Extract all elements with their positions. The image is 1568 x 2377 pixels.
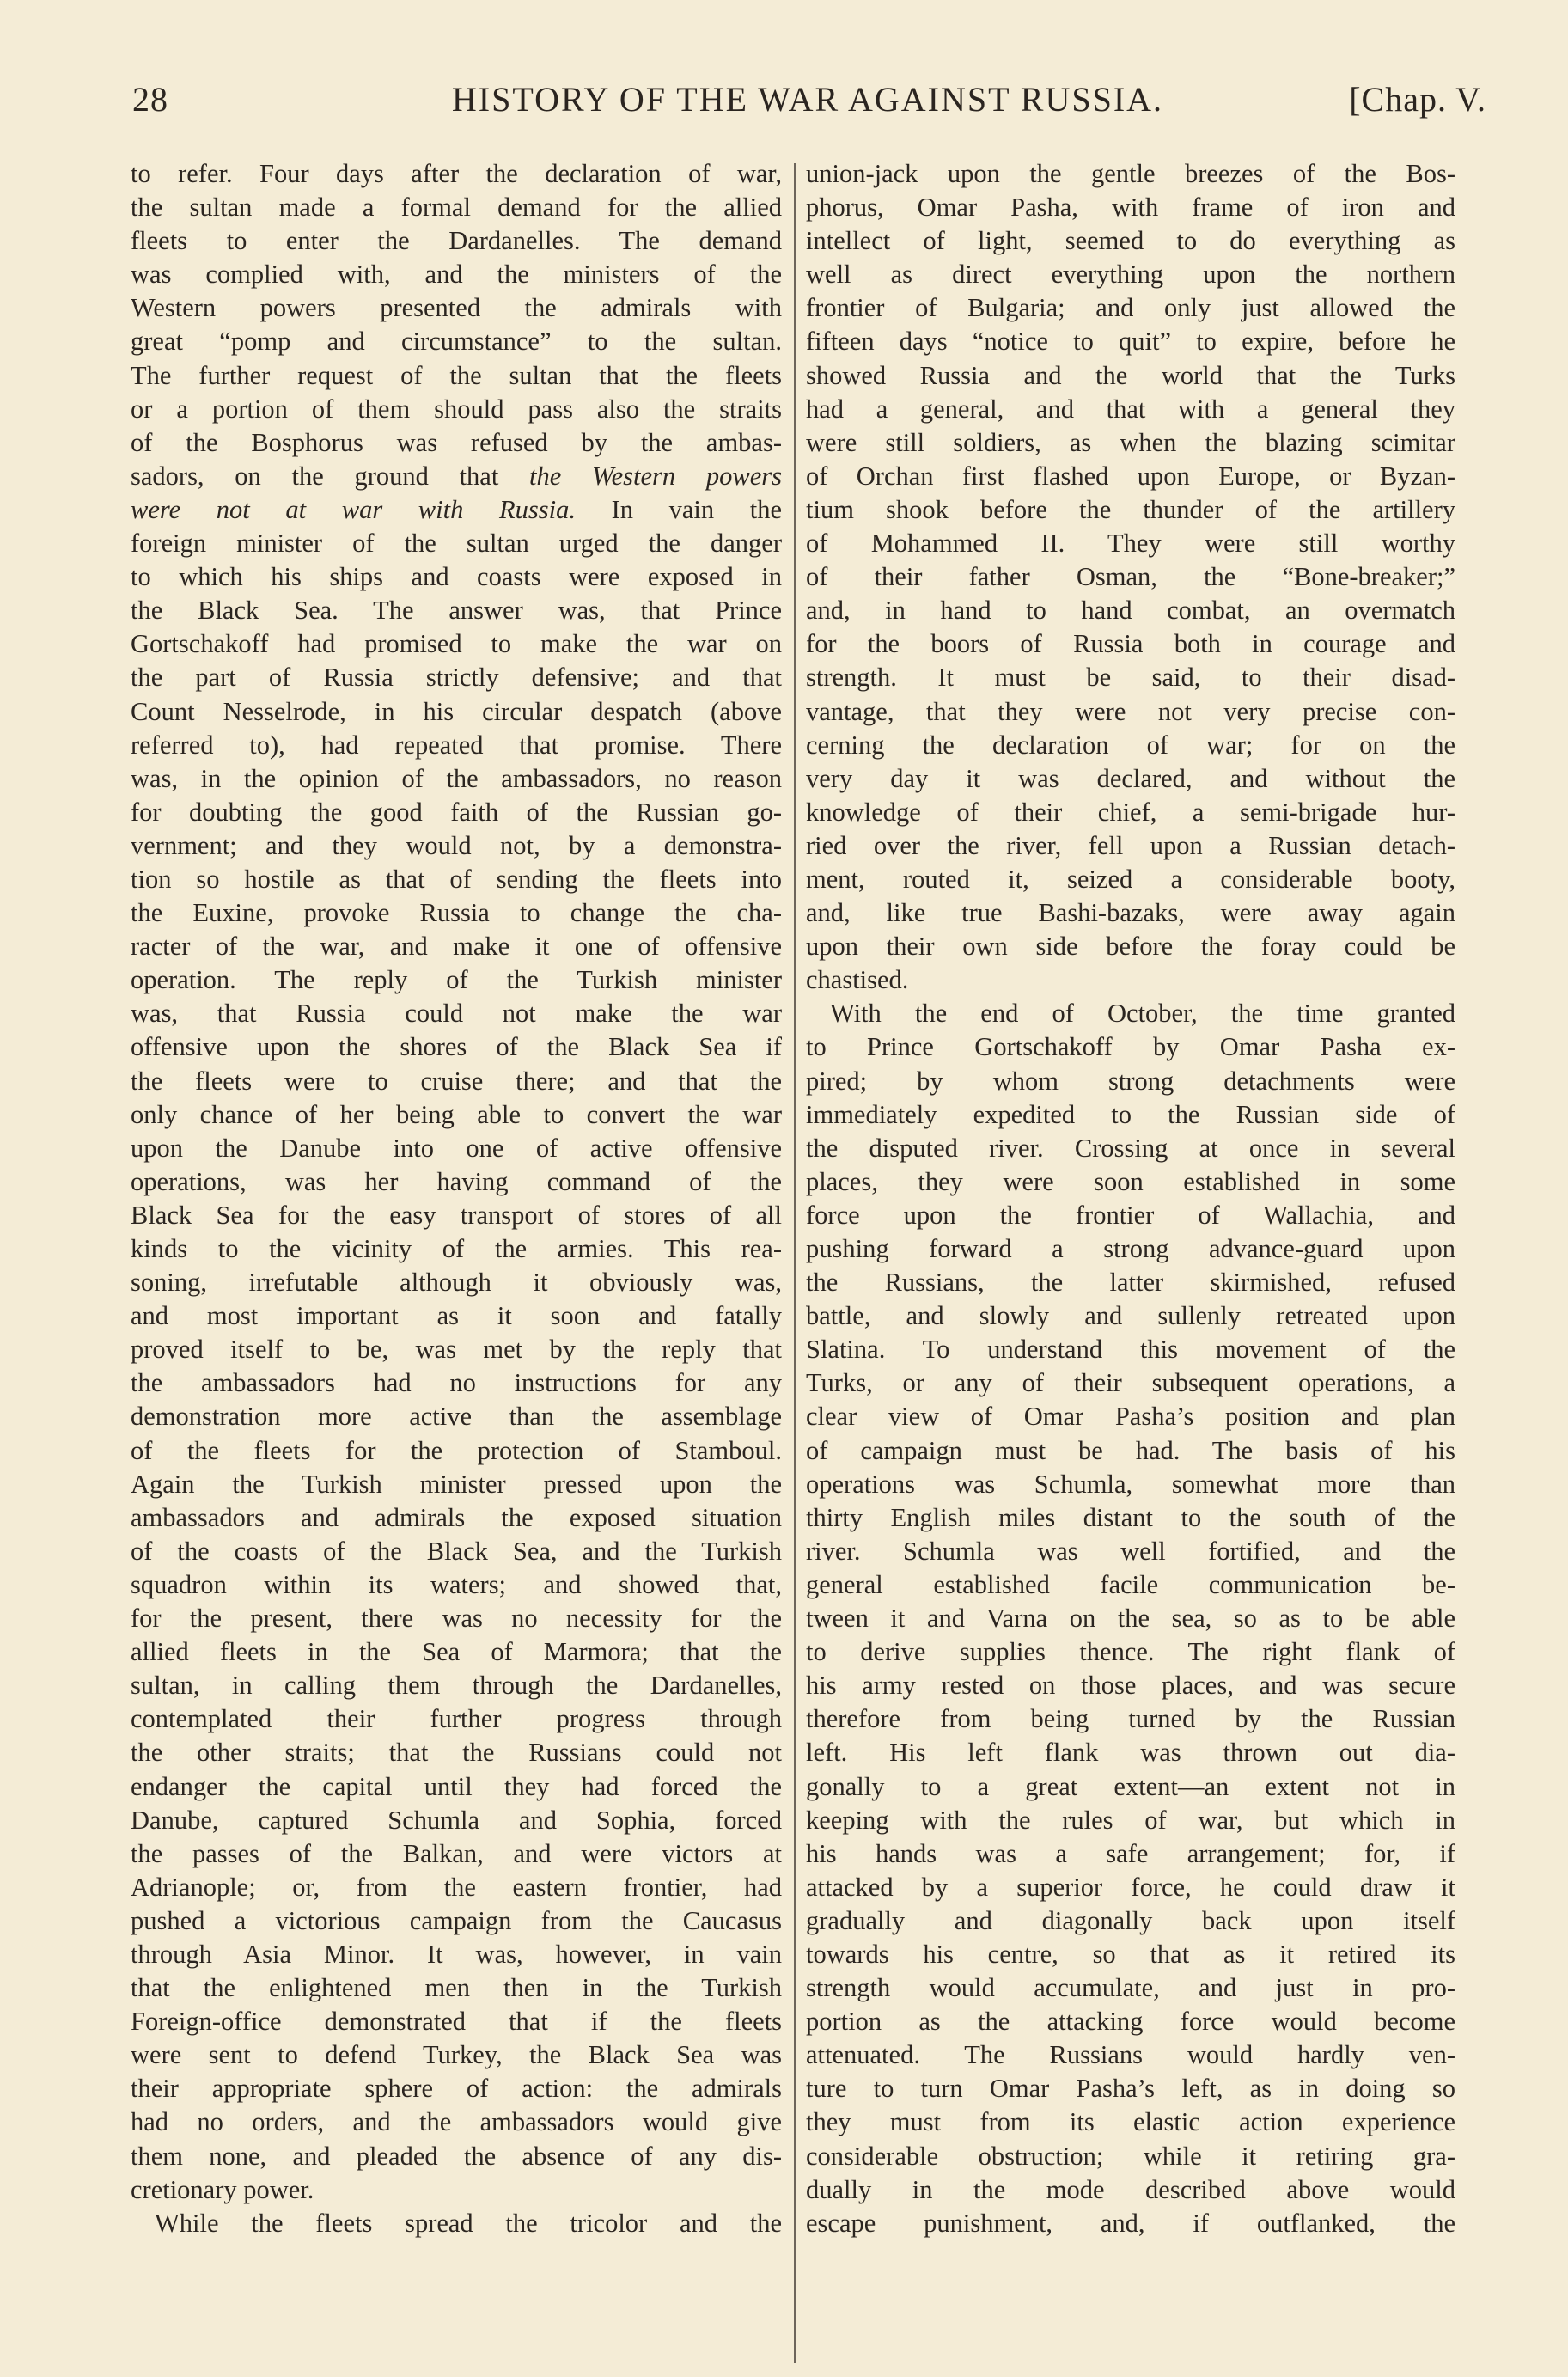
text-line: Count Nesselrode, in his circular despatch (above	[131, 696, 782, 726]
text-line: endanger the capital until they had forced the	[131, 1771, 782, 1801]
text-line: ment, routed it, seized a considerable booty,	[806, 864, 1455, 894]
text-line: operation. The reply of the Turkish minister	[131, 965, 782, 995]
text-line: showed Russia and the world that the Turks	[806, 360, 1455, 390]
text-line: Slatina. To understand this movement of the	[806, 1335, 1455, 1365]
text-line: portion as the attacking force would become	[806, 2007, 1455, 2037]
text-line: river. Schumla was well fortified, and the	[806, 1536, 1455, 1566]
text-line: the part of Russia strictly defensive; and that	[131, 663, 782, 693]
text-line: pired; by whom strong detachments were	[806, 1066, 1455, 1096]
text-line: thirty English miles distant to the south of the	[806, 1502, 1455, 1532]
text-line: great “pomp and circumstance” to the sultan.	[131, 327, 782, 357]
text-line: keeping with the rules of war, but which in	[806, 1805, 1455, 1835]
text-line: ried over the river, fell upon a Russian detach-	[806, 830, 1455, 860]
text-line: and most important as it soon and fatally	[131, 1301, 782, 1331]
running-header	[129, 79, 1486, 131]
text-line: escape punishment, and, if outflanked, the	[806, 2208, 1455, 2238]
text-line: of their father Osman, the “Bone-breaker;”	[806, 562, 1455, 592]
text-line: or a portion of them should pass also the straits	[131, 394, 782, 424]
text-line: With the end of October, the time granted	[830, 999, 1455, 1029]
text-line: of the Bosphorus was refused by the ambas-	[131, 427, 782, 457]
text-line: of Mohammed II. They were still worthy	[806, 529, 1455, 559]
text-line: knowledge of their chief, a semi-brigade hur-	[806, 797, 1455, 827]
text-line: tium shook before the thunder of the artillery	[806, 494, 1455, 524]
text-line: Turks, or any of their subsequent operations, a	[806, 1368, 1455, 1398]
chapter-label: [Chap. V.	[1349, 80, 1486, 119]
text-line: had a general, and that with a general they	[806, 394, 1455, 424]
italic-run: were not at war with Russia.	[131, 494, 576, 524]
text-line: to which his ships and coasts were exposed in	[131, 562, 782, 592]
text-line: left. His left flank was thrown out dia-	[806, 1738, 1455, 1768]
text-line: the passes of the Balkan, and were victors at	[131, 1838, 782, 1868]
text-line: Again the Turkish minister pressed upon the	[131, 1469, 782, 1499]
text-line: fleets to enter the Dardanelles. The demand	[131, 226, 782, 256]
text-line: of the fleets for the protection of Stamboul.	[131, 1435, 782, 1465]
text-line: proved itself to be, was met by the reply that	[131, 1335, 782, 1365]
page-number: 28	[132, 80, 168, 119]
text-line-with-italic	[131, 460, 782, 493]
text-line: cerning the declaration of war; for on the	[806, 730, 1455, 760]
text-line: only chance of her being able to convert the war	[131, 1099, 782, 1129]
text-line: them none, and pleaded the absence of any dis-	[131, 2141, 782, 2171]
text-line: vantage, that they were not very precise con-	[806, 696, 1455, 726]
text-line: ambassadors and admirals the exposed situation	[131, 1502, 782, 1532]
text-line: Adrianople; or, from the eastern frontier, had	[131, 1872, 782, 1902]
text-line: battle, and slowly and sullenly retreated upon	[806, 1301, 1455, 1331]
text-line: to Prince Gortschakoff by Omar Pasha ex-	[806, 1032, 1455, 1062]
text-line: was, that Russia could not make the war	[131, 999, 782, 1029]
text-line: attenuated. The Russians would hardly ven-	[806, 2040, 1455, 2070]
text-line: Western powers presented the admirals with	[131, 293, 782, 323]
text-line: the disputed river. Crossing at once in several	[806, 1133, 1455, 1163]
text-line: union-jack upon the gentle breezes of the Bos-	[806, 159, 1455, 188]
text-line: attacked by a superior force, he could draw it	[806, 1872, 1455, 1902]
text-line: well as direct everything upon the northern	[806, 260, 1455, 290]
text-line: strength. It must be said, to their disad-	[806, 663, 1455, 693]
text-run: In vain the	[575, 494, 782, 524]
text-line: operations was Schumla, somewhat more than	[806, 1469, 1455, 1499]
text-line: upon their own side before the foray could be	[806, 932, 1455, 962]
text-line: was complied with, and the ministers of the	[131, 260, 782, 290]
text-line: general established facile communication be-	[806, 1569, 1455, 1599]
text-line: Danube, captured Schumla and Sophia, forced	[131, 1805, 782, 1835]
text-line: very day it was declared, and without the	[806, 763, 1455, 793]
text-line: of Orchan first flashed upon Europe, or Byzan-	[806, 461, 1455, 491]
text-line: for the boors of Russia both in courage and	[806, 629, 1455, 659]
text-line: soning, irrefutable although it obviously was,	[131, 1268, 782, 1298]
text-line: phorus, Omar Pasha, with frame of iron and	[806, 192, 1455, 223]
text-line: tion so hostile as that of sending the fleets into	[131, 864, 782, 894]
text-line: The further request of the sultan that the fleets	[131, 360, 782, 390]
text-line: the fleets were to cruise there; and that the	[131, 1066, 782, 1096]
text-line: fifteen days “notice to quit” to expire, before he	[806, 327, 1455, 357]
text-line: racter of the war, and make it one of offensive	[131, 932, 782, 962]
text-line-with-italic	[131, 493, 782, 527]
text-line: frontier of Bulgaria; and only just allowed the	[806, 293, 1455, 323]
text-line: dually in the mode described above would	[806, 2174, 1455, 2204]
text-line: kinds to the vicinity of the armies. This rea-	[131, 1234, 782, 1263]
text-line: to refer. Four days after the declaration of war,	[131, 159, 782, 188]
text-line: of campaign must be had. The basis of his	[806, 1435, 1455, 1465]
left-column	[131, 157, 782, 2240]
text-line: and, like true Bashi-bazaks, were away again	[806, 898, 1455, 928]
text-line: pushed a victorious campaign from the Caucasus	[131, 1905, 782, 1935]
text-line: his hands was a safe arrangement; for, if	[806, 1838, 1455, 1868]
text-line: were sent to defend Turkey, the Black Sea was	[131, 2040, 782, 2070]
text-line: the ambassadors had no instructions for any	[131, 1368, 782, 1398]
text-line: through Asia Minor. It was, however, in vain	[131, 1939, 782, 1969]
text-line: While the fleets spread the tricolor and the	[155, 2208, 782, 2238]
text-line: contemplated their further progress through	[131, 1704, 782, 1734]
text-line: force upon the frontier of Wallachia, and	[806, 1200, 1455, 1230]
text-line: allied fleets in the Sea of Marmora; that the	[131, 1637, 782, 1667]
text-line: sultan, in calling them through the Dardanelles,	[131, 1671, 782, 1701]
text-line: of the coasts of the Black Sea, and the Turkish	[131, 1536, 782, 1566]
text-line: immediately expedited to the Russian side of	[806, 1099, 1455, 1129]
text-line: ture to turn Omar Pasha’s left, as in doing so	[806, 2074, 1455, 2104]
text-line: his army rested on those places, and was secure	[806, 1671, 1455, 1701]
text-line: vernment; and they would not, by a demonstra-	[131, 830, 782, 860]
text-line: foreign minister of the sultan urged the danger	[131, 529, 782, 559]
text-line: the Black Sea. The answer was, that Prince	[131, 596, 782, 626]
text-run: sadors, on the ground that	[131, 461, 530, 491]
text-line: Gortschakoff had promised to make the war on	[131, 629, 782, 659]
right-column	[806, 157, 1455, 2240]
text-line: therefore from being turned by the Russian	[806, 1704, 1455, 1734]
text-line: for doubting the good faith of the Russian go-	[131, 797, 782, 827]
text-line: Black Sea for the easy transport of stores of all	[131, 1200, 782, 1230]
text-line: had no orders, and the ambassadors would give	[131, 2107, 782, 2137]
text-line: upon the Danube into one of active offensive	[131, 1133, 782, 1163]
text-line: squadron within its waters; and showed that,	[131, 1569, 782, 1599]
column-divider	[794, 163, 796, 2363]
italic-run: the Western powers	[529, 461, 782, 491]
text-line: was, in the opinion of the ambassadors, no reason	[131, 763, 782, 793]
text-line: they must from its elastic action experience	[806, 2107, 1455, 2137]
text-line: offensive upon the shores of the Black Sea if	[131, 1032, 782, 1062]
text-line: strength would accumulate, and just in pro-	[806, 1973, 1455, 2003]
text-line: the Euxine, provoke Russia to change the cha-	[131, 898, 782, 928]
text-line: chastised.	[806, 965, 909, 995]
text-line: and, in hand to hand combat, an overmatch	[806, 596, 1455, 626]
text-line: demonstration more active than the assemblage	[131, 1402, 782, 1432]
text-line: towards his centre, so that as it retired its	[806, 1939, 1455, 1969]
text-line: were still soldiers, as when the blazing scimitar	[806, 427, 1455, 457]
text-line: to derive supplies thence. The right flank of	[806, 1637, 1455, 1667]
text-line: clear view of Omar Pasha’s position and plan	[806, 1402, 1455, 1432]
text-line: intellect of light, seemed to do everything as	[806, 226, 1455, 256]
text-line: the other straits; that the Russians could not	[131, 1738, 782, 1768]
text-line: considerable obstruction; while it retiring gra-	[806, 2141, 1455, 2171]
running-title: HISTORY OF THE WAR AGAINST RUSSIA.	[451, 80, 1164, 119]
text-line: tween it and Varna on the sea, so as to be able	[806, 1604, 1455, 1634]
text-line: places, they were soon established in some	[806, 1166, 1455, 1196]
text-line: pushing forward a strong advance-guard upon	[806, 1234, 1455, 1263]
text-line: referred to), had repeated that promise. There	[131, 730, 782, 760]
text-line: gradually and diagonally back upon itself	[806, 1905, 1455, 1935]
text-line: operations, was her having command of the	[131, 1166, 782, 1196]
text-line: the Russians, the latter skirmished, refused	[806, 1268, 1455, 1298]
text-line: for the present, there was no necessity for the	[131, 1604, 782, 1634]
text-line: the sultan made a formal demand for the allied	[131, 192, 782, 223]
text-line: their appropriate sphere of action: the admirals	[131, 2074, 782, 2104]
text-line: Foreign-office demonstrated that if the fleets	[131, 2007, 782, 2037]
text-line: that the enlightened men then in the Turkish	[131, 1973, 782, 2003]
text-line: cretionary power.	[131, 2174, 314, 2204]
text-line: gonally to a great extent—an extent not in	[806, 1771, 1455, 1801]
